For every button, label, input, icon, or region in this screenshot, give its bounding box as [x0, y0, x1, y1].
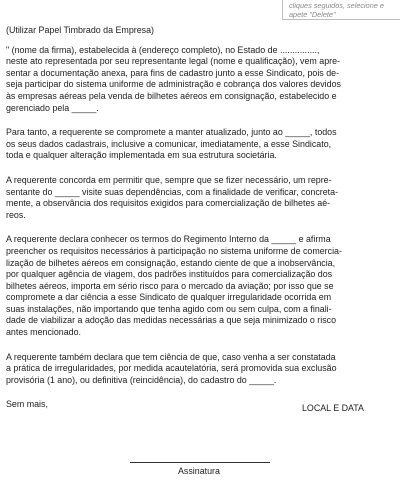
signature-line — [130, 462, 270, 463]
instruction-note: cliques seguidos, selecione e apete "Delete" — [282, 0, 400, 20]
paragraph-introduction: " (nome da firma), estabelecida à (endereço completo), no Estado de ..............., neste ato representada por seu representante legal (nome e qualificação), vem apre- sentar a documentação anexa, para fins de cadastro junto a esse Sindicato, pois de- seja participar do sistema uniforme de administração e cobrança dos valores devidos às empresas aéreas pela venda de bilhetes aéreos em consignação, estabelecido e gerenciado pela _____. — [6, 44, 341, 113]
paragraph-regulation-compliance: A requerente declara conhecer os termos do Regimento Interno da _____ e afirma preencher os requisitos necessários à participação no sistema uniforme de comercia- lização de bilhetes aéreos em consignação, estando ciente de que a inobservância, por qualquer agência de viagem, dos padrões instituídos para comercialização dos bilhetes aéreos, importa em sério risco para o mercado da aviação; por isso que se compromete a dar ciência a esse Sindicato de qualquer irregularidade ocorrida em suas instalações, não importando que tenha agido com ou sem culpa, com a finali- dade de viabilizar a adoção das medidas necessárias a que seja minimizado o risco antes mencionado. — [6, 234, 342, 338]
letterhead-instruction: (Utilizar Papel Timbrado da Empresa) — [6, 25, 154, 35]
closing-salutation: Sem mais, — [6, 399, 48, 410]
paragraph-inspection-consent: A requerente concorda em permitir que, sempre que se fizer necessário, um repre- sentante do _____ visite suas dependências, com a finalidade de verificar, concreta- mente, a observância dos requisitos exigidos para comercialização de bilhetes aé- reos. — [6, 174, 339, 220]
letter-body — [6, 25, 366, 411]
local-date-label: LOCAL E DATA — [302, 403, 364, 413]
paragraph-registration-update: Para tanto, a requerente se compromete a manter atualizado, junto ao _____, todos os seus dados cadastrais, inclusive a comunicar, imediatamente, a esse Sindicato, toda e qualquer alteração implementada em sua estrutura societária. — [6, 127, 337, 161]
paragraph-exclusion-awareness: A requerente também declara que tem ciência de que, caso venha a ser constatada a prática de irregularidades, por medida acautelatória, será promovida sua exclusão provisória (1 ano), ou definitiva (reincidência), do cadastro do _____. — [6, 351, 337, 385]
signature-label: Assinatura — [178, 466, 220, 476]
